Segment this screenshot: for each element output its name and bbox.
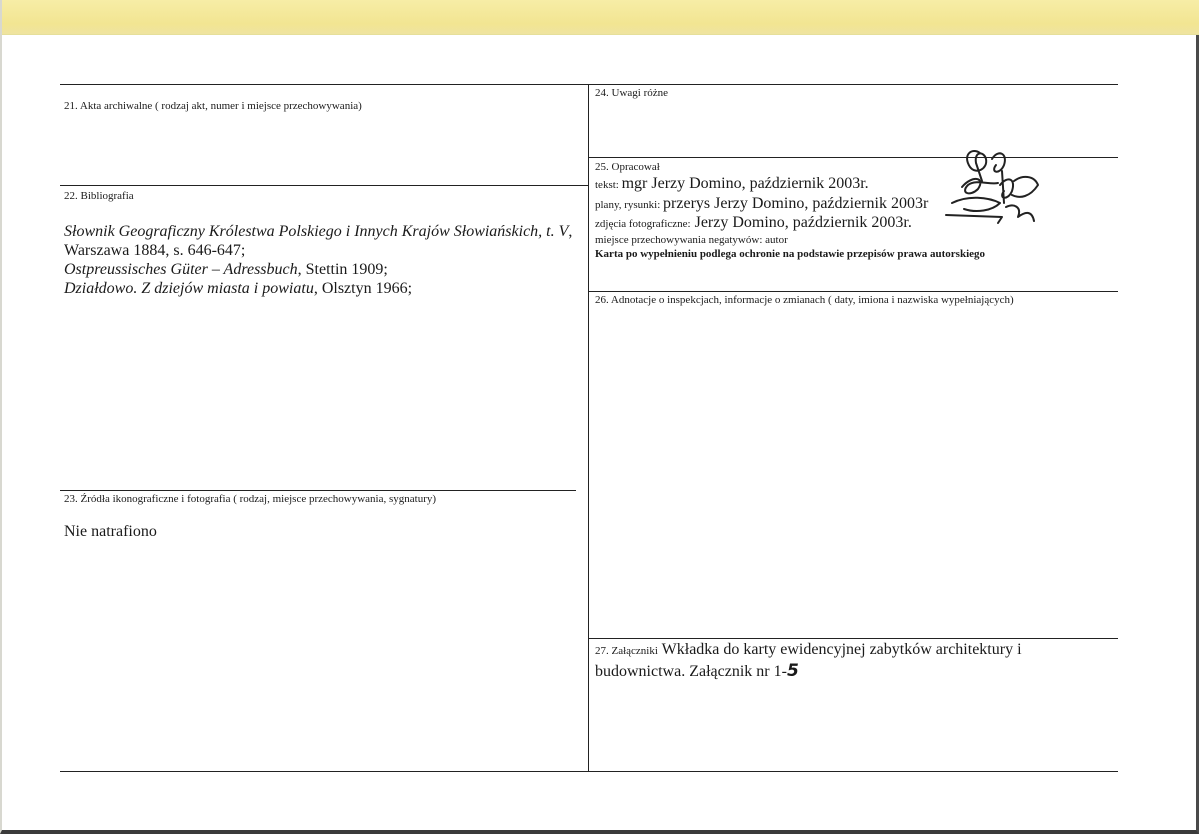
bibliography-entry: Ostpreussisches Güter – Adressbuch, Stettin 1909; (64, 261, 388, 278)
rule-22 (60, 185, 588, 186)
section-21-label: 21. Akta archiwalne ( rodzaj akt, numer i miejsce przechowywania) (64, 100, 362, 112)
author-text-line: tekst: mgr Jerzy Domino, październik 2003r. (595, 175, 869, 192)
handwritten-number: 5 (786, 661, 799, 681)
bibliography-entry: Działdowo. Z dziejów miasta i powiatu, Olsztyn 1966; (64, 280, 413, 297)
section-24-label: 24. Uwagi różne (595, 87, 669, 99)
section-25-label: 25. Opracował (595, 161, 660, 173)
section-27 (595, 640, 1095, 682)
rule-23 (60, 490, 576, 491)
author-plans-line: plany, rysunki: przerys Jerzy Domino, październik 2003r (595, 195, 929, 212)
section-23-label: 23. Źródła ikonograficzne i fotografia ( rodzaj, miejsce przechowywania, sygnatury) (64, 493, 437, 505)
section-27-label: 27. Załączniki (595, 645, 658, 657)
bottom-rule (60, 771, 1118, 772)
bibliography-list (64, 222, 584, 298)
signature-icon (942, 145, 1042, 245)
author-photos-line: zdjęcia fotograficzne: Jerzy Domino, październik 2003r. (595, 214, 912, 231)
top-rule (60, 84, 1118, 85)
section-23-value: Nie natrafiono (64, 523, 157, 540)
yellow-tape-strip (2, 0, 1199, 35)
copyright-note: Karta po wypełnieniu podlega ochronie na podstawie przepisów prawa autorskiego (595, 248, 986, 260)
rule-26 (589, 291, 1118, 292)
negatives-location: miejsce przechowywania negatywów: autor (595, 234, 788, 246)
column-divider (588, 84, 589, 772)
section-26-label: 26. Adnotacje o inspekcjach, informacje o zmianach ( daty, imiona i nazwiska wypełniających) (595, 294, 1014, 306)
section-22-label: 22. Bibliografia (64, 190, 134, 202)
bibliography-entry: Słownik Geograficzny Królestwa Polskiego i Innych Krajów Słowiańskich, t. V, Warszawa 1884, s. 646-647; (64, 223, 573, 259)
section-27-value: Wkładka do karty ewidencyjnej zabytków architektury i budownictwa. Załącznik nr 1- (595, 641, 1022, 680)
rule-27 (589, 638, 1118, 639)
